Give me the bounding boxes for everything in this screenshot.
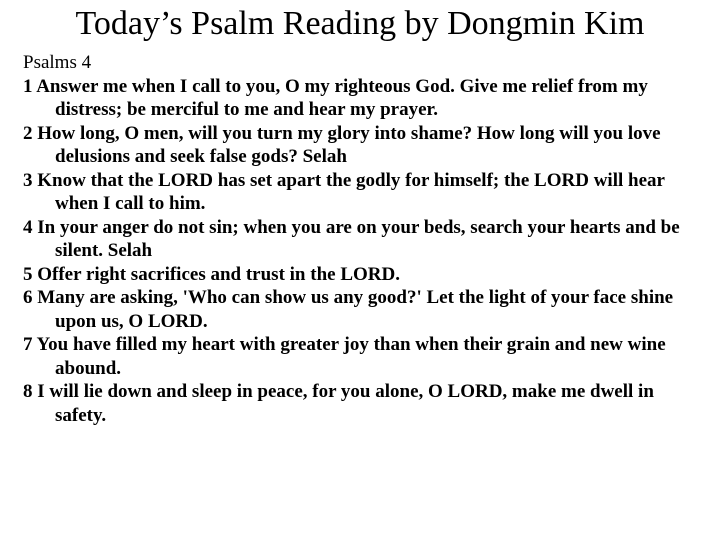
verse-8: 8 I will lie down and sleep in peace, for you alone, O LORD, make me dwell in safety.	[23, 381, 654, 426]
verse-1: 1 Answer me when I call to you, O my righteous God. Give me relief from my distress; be merciful to me and hear my prayer.	[23, 75, 648, 120]
verse-5: 5 Offer right sacrifices and trust in the LORD.	[23, 263, 400, 285]
chapter-heading: Psalms 4	[23, 52, 92, 73]
verse-6: 6 Many are asking, 'Who can show us any good?' Let the light of your face shine upon us, O LORD.	[23, 287, 674, 332]
slide-title: Today’s Psalm Reading by Dongmin Kim	[75, 5, 645, 42]
verse-2: 2 How long, O men, will you turn my glory into shame? How long will you love delusions and seek false gods? Selah	[23, 122, 661, 167]
scripture-text	[23, 51, 693, 427]
verse-3: 3 Know that the LORD has set apart the godly for himself; the LORD will hear when I call to him.	[23, 169, 665, 214]
verse-7: 7 You have filled my heart with greater joy than when their grain and new wine abound.	[23, 334, 666, 379]
verse-4: 4 In your anger do not sin; when you are on your beds, search your hearts and be silent. Selah	[23, 216, 680, 261]
